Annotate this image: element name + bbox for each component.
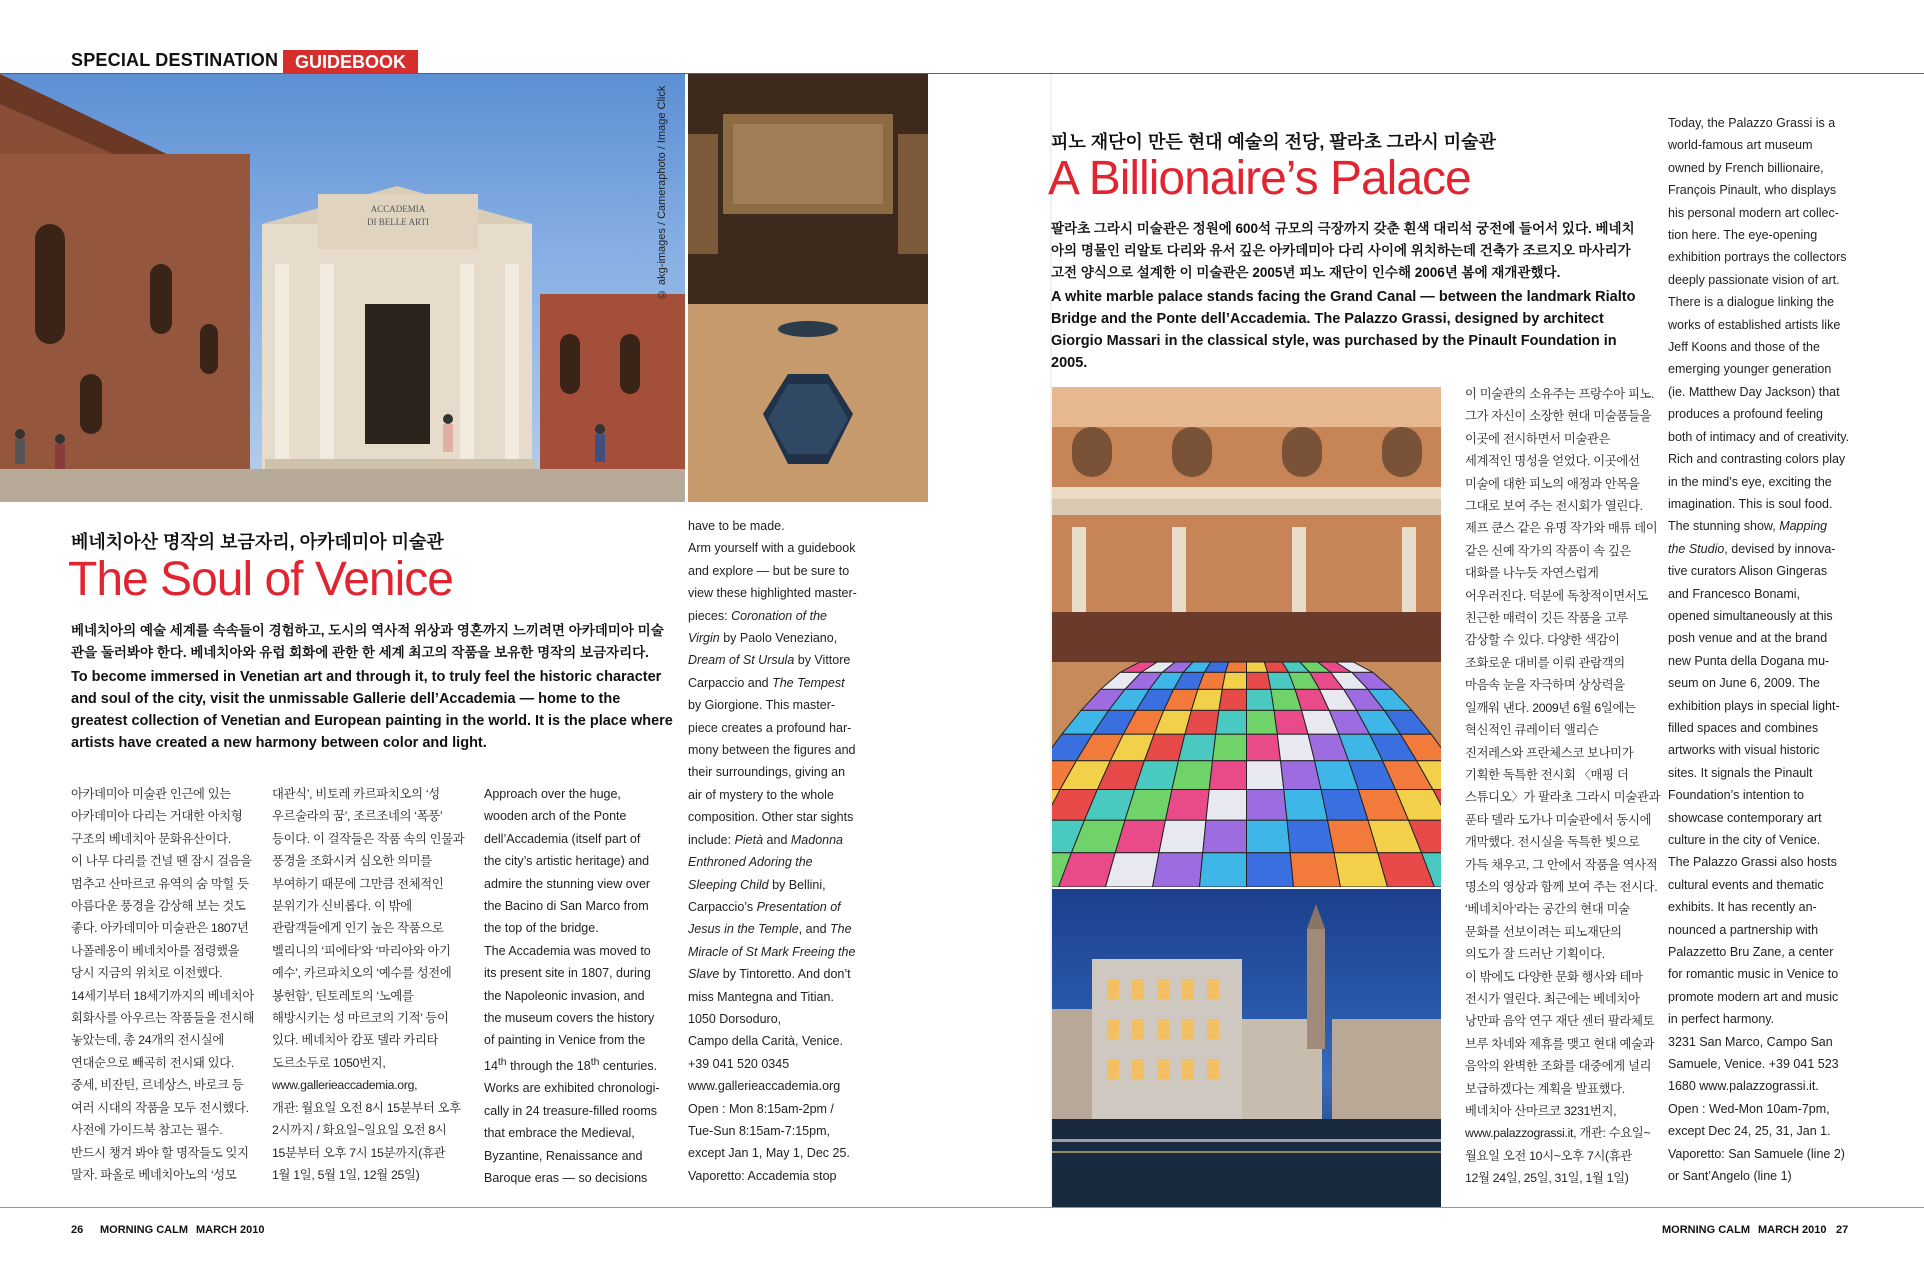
right-english-column	[1668, 112, 1898, 1188]
left-page-number: 26	[71, 1224, 84, 1236]
text-line: 회화사를 아우르는 작품들을 전시해	[71, 1011, 255, 1026]
text-line: 나폴레옹이 베네치아를 점령했을	[71, 943, 240, 958]
text-line: 12월 24일, 25일, 31일, 1월 1일)	[1465, 1171, 1629, 1186]
floor-tile	[1159, 820, 1206, 853]
column-text: Approach over the huge, wooden arch of the Ponte dell’Accademia (itself part of the city’s artistic heritage) and admire the stunning view over the Bacino di San Marco from the top of the bridge. The Accademia was moved to its present site in 1807, during the Napoleonic invasion, and the museum covers the history of painting in Venice from the 14th through the 18th centuries. Works are exhibited chronologi- cally in 24 treasure-filled rooms that embrace the Medieval, Byzantine, Renaissance and Baroque eras — so decisions	[484, 787, 660, 1186]
floor-tile	[1209, 761, 1246, 790]
text-line: 사전에 가이드북 참고는 필수.	[71, 1123, 223, 1138]
text-line: 반드시 챙겨 봐야 할 명작들도 잊지	[71, 1145, 249, 1160]
accademia-photo	[0, 74, 685, 502]
text-line: 등이다. 이 걸작들은 작품 속의 인물과	[272, 831, 465, 846]
text-line: 베네치아 산마르코 3231번지,	[1465, 1104, 1617, 1118]
text-line: 대화를 나누듯 자연스럽게	[1465, 566, 1599, 581]
floor-tile	[1247, 734, 1281, 761]
floor-tile	[1105, 853, 1158, 887]
right-korean-column	[1465, 383, 1661, 1190]
text-line: 말자. 파올로 베네치아노의 ‘성모	[71, 1167, 237, 1182]
floor-tile	[1222, 672, 1246, 689]
floor-tile	[1247, 853, 1294, 887]
text-line: 월요일 오전 10시~오후 7시(휴관	[1465, 1148, 1633, 1163]
text-line: 보급하겠다는 계획을 발표했다.	[1465, 1081, 1625, 1096]
text-line: 마음속 눈을 자극하며 상상력을	[1465, 678, 1625, 693]
text-line: 부여하기 때문에 그만큼 전체적인	[272, 876, 444, 891]
floor-tile	[1284, 790, 1328, 821]
floor-tile	[1203, 820, 1247, 853]
text-line: 미술에 대한 피노의 애정과 안목을	[1465, 476, 1640, 491]
text-line: 풍경을 조화시켜 심오한 의미를	[272, 854, 432, 869]
footer-rule	[0, 1207, 1924, 1208]
text-line: 1월 1일, 5월 1일, 12월 25일)	[272, 1167, 420, 1182]
floor-tile	[1152, 853, 1202, 887]
text-line: 해방시키는 성 마르코의 기적’ 등이	[272, 1011, 449, 1026]
palazzo-night-photo	[1052, 889, 1441, 1207]
floor-tile	[1247, 761, 1284, 790]
gallery-illustration	[688, 74, 928, 502]
floor-tile	[1247, 672, 1271, 689]
text-line: 감상할 수 있다. 다양한 색감이	[1465, 633, 1620, 648]
text-line: 세계적인 명성을 얻었다. 이곳에선	[1465, 454, 1640, 469]
text-line: 좋다. 아카데미아 미술관은 1807년	[71, 921, 249, 936]
left-intro-english: To become immersed in Venetian art and through it, to truly feel the historic character and soul of the city, visit the unmissable Gallerie dell’Accademia — home to the greatest collection of Venetian and European painting in the world. It is the place where artists have created a new harmony between color and light.	[71, 669, 673, 751]
floor-tile	[1290, 853, 1340, 887]
palazzo-illustration	[1052, 889, 1441, 1207]
text-line: 예수’, 카르파치오의 ‘예수를 성전에	[272, 966, 452, 981]
text-line: 기획한 독특한 전시회 〈매핑 더	[1465, 767, 1629, 782]
text-line: 아카데미아 다리는 거대한 아치형	[71, 809, 243, 824]
text-line: 진저레스와 프란체스코 보나미가	[1465, 745, 1634, 760]
right-magazine-name: MORNING CALM	[1662, 1224, 1750, 1236]
right-intro-english: A white marble palace stands facing the Grand Canal — between the landmark Rialto Bridge and the Ponte dell’Accademia. The Palazzo Grassi, designed by architect Giorgio Massari in the classical style, was purchased by the Pinault Foundation in 2005.	[1051, 289, 1636, 371]
text-line: 의도가 잘 드러난 기획이다.	[1465, 947, 1605, 962]
floor-grid	[1052, 662, 1441, 887]
text-line: 있다. 베네치아 캄포 델라 카리타	[272, 1033, 439, 1048]
text-line: 음악의 완벽한 조화를 대중에게 널리	[1465, 1059, 1652, 1074]
text-line: 개막했다. 전시실을 독특한 빛으로	[1465, 835, 1640, 850]
accademia-illustration	[0, 74, 685, 502]
left-intro-korean: 베네치아의 예술 세계를 속속들이 경험하고, 도시의 역사적 위상과 영혼까지 느끼려면 아카데미아 미술관을 둘러봐야 한다. 베네치아와 유럽 회화에 관한 한 세계 최고의 작품을 보유한 명작의 보금자리다.	[71, 623, 664, 660]
floor-tile	[1206, 790, 1247, 821]
text-line: 구조의 베네치아 문화유산이다.	[71, 831, 231, 846]
text-line: 가득 채우고, 그 안에서 작품을 역사적	[1465, 857, 1658, 872]
text-line: 이 미술관의 소유주는 프랑수아 피노.	[1465, 387, 1655, 401]
right-title: A Billionaire’s Palace	[1048, 152, 1471, 205]
text-line: 푼타 델라 도가나 미술관에서 동시에	[1465, 812, 1652, 827]
text-line: 관람객들에게 인기 높은 작품으로	[272, 921, 444, 936]
text-line: 봉헌함’, 틴토레토의 ‘노예를	[272, 988, 414, 1003]
left-korean-column-1	[71, 783, 255, 1186]
text-line: www.gallerieaccademia.org,	[272, 1078, 418, 1093]
text-line: 그가 자신이 소장한 현대 미술품들을	[1465, 409, 1652, 424]
text-line: 전시가 열린다. 최근에는 베네치아	[1465, 991, 1640, 1006]
right-page-number: 27	[1836, 1224, 1849, 1236]
text-line: 일깨워 낸다. 2009년 6월 6일에는	[1465, 700, 1636, 715]
text-line: 혁신적인 큐레이터 앨리슨	[1465, 723, 1599, 738]
text-line: 명소의 영상과 함께 보여 주는 전시다.	[1465, 879, 1658, 894]
floor-tile	[1247, 820, 1291, 853]
text-line: 멈추고 산마르코 유역의 숨 막힐 듯	[71, 876, 249, 891]
palazzo-courtyard-photo	[1052, 387, 1441, 887]
text-line: 아카데미아 미술관 인근에 있는	[71, 787, 231, 801]
text-line: 분위기가 신비롭다. 이 밖에	[272, 899, 412, 914]
text-line: 문화를 선보이려는 피노재단의	[1465, 924, 1622, 939]
left-english-column-1	[484, 783, 664, 1189]
floor-tile	[1172, 761, 1213, 790]
text-line: 놓았는데, 총 24개의 전시실에	[71, 1033, 224, 1048]
floor-tile	[1212, 734, 1246, 761]
floor-tile	[1199, 853, 1246, 887]
left-korean-subtitle: 베네치아산 명작의 보금자리, 아카데미아 미술관	[71, 532, 444, 552]
floor-tile	[1216, 710, 1247, 734]
floor-tile	[1219, 689, 1247, 710]
floor-tile	[1225, 662, 1246, 672]
text-line: 2시까지 / 화요일~일요일 오전 8시	[272, 1123, 447, 1138]
section-tag: GUIDEBOOK	[283, 50, 418, 74]
text-line: 여러 시대의 작품을 모두 전시했다.	[71, 1100, 249, 1115]
right-intro-korean: 팔라초 그라시 미술관은 정원에 600석 규모의 극장까지 갖춘 흰색 대리석 궁전에 들어서 있다. 베네치아의 명물인 리알토 다리와 유서 깊은 아카데미아 다리 사이에 위치하는데 건축가 조르지오 마사리가 고전 양식으로 설계한 이 미술관은 2005년 피노 재단이 인수해 2006년 봄에 재개관했다.	[1051, 221, 1635, 280]
floor-tile	[1165, 790, 1209, 821]
text-line: 도르소두로 1050번지,	[272, 1055, 386, 1070]
text-line: 이 나무 다리를 건널 땐 잠시 걸음을	[71, 854, 252, 869]
floor-tile	[1247, 689, 1275, 710]
left-english-column-2	[688, 515, 888, 1187]
text-line: 친근한 매력이 깃든 작품을 고루	[1465, 611, 1628, 626]
courtyard-illustration	[1052, 387, 1441, 887]
left-magazine-name: MORNING CALM	[100, 1224, 188, 1236]
accademia-sign-line1: ACCADEMIA	[370, 204, 426, 214]
text-line: 이곳에 전시하면서 미술관은	[1465, 431, 1611, 446]
text-line: 15분부터 오후 7시 15분까지(휴관	[272, 1145, 446, 1160]
floor-tile	[1185, 710, 1219, 734]
text-line: 이 밖에도 다양한 문화 행사와 테마	[1465, 969, 1643, 984]
section-title: SPECIAL DESTINATION	[71, 50, 279, 70]
text-line: 낭만파 음악 연구 재단 센터 팔라체토	[1465, 1014, 1655, 1029]
left-korean-column-2	[272, 783, 467, 1186]
text-line: ‘베네치아’라는 공간의 현대 미술	[1465, 902, 1630, 917]
text-line: 어우러진다. 덕분에 독창적이면서도	[1465, 588, 1649, 603]
text-line: 당시 지금의 위치로 이전했다.	[71, 966, 223, 981]
text-line: 조화로운 대비를 이뤄 관람객의	[1465, 655, 1625, 670]
text-line: 제프 쿤스 같은 유명 작가와 매튜 데이	[1465, 521, 1658, 536]
column-text: Today, the Palazzo Grassi is a world-famous art museum owned by French billionaire, François Pinault, who displays his personal modern art collec- tion here. The eye-opening exhibition portrays the collectors deeply passionate vision of art. There is a dialogue linking the works of established artists like Jeff Koons and those of the emerging younger generation (ie. Matthew Day Jackson) that produces a profound feeling both of intimacy and of creativity. Rich and contrasting colors play in the mind’s eye, exciting the imagination. This is soul food. The stunning show, Mapping the Studio, devised by innova- tive curators Alison Gingeras and Francesco Bonami, opened simultaneously at this posh venue and at the brand new Punta della Dogana mu- seum on June 6, 2009. The exhibition plays in special light- filled spaces and combines artworks with visual historic sites. It signals the Pinault Foundation’s intention to showcase contemporary art culture in the city of Venice. The Palazzo Grassi also hosts cultural events and thematic exhibits. It has recently an- nounced a partnership with Palazzetto Bru Zane, a center for romantic music in Venice to promote modern art and music in perfect harmony. 3231 San Marco, Campo San Samuele, Venice. +39 041 523 1680 www.palazzograssi.it. Open : Wed-Mon 10am-7pm, except Dec 24, 25, 31, Jan 1. Vaporetto: San Samuele (line 2) or Sant’Angelo (line 1)	[1668, 116, 1850, 1184]
gallery-interior-photo	[688, 74, 928, 502]
text-line: 그대로 보여 주는 전시회가 열린다.	[1465, 499, 1643, 514]
floor-tile	[1178, 734, 1215, 761]
text-line: 중세, 비잔틴, 르네상스, 바로크 등	[71, 1078, 244, 1093]
floor-tile	[1287, 820, 1334, 853]
text-line: 14세기부터 18세기까지의 베네치아	[71, 988, 254, 1003]
text-line: 브루 차네와 제휴를 맺고 현대 예술과	[1465, 1036, 1655, 1051]
text-line: 아름다운 풍경을 감상해 보는 것도	[71, 899, 246, 914]
floor-tile	[1247, 790, 1288, 821]
right-issue-date: MARCH 2010	[1758, 1224, 1827, 1236]
text-line: 연대순으로 빼곡히 전시돼 있다.	[71, 1055, 234, 1070]
left-title: The Soul of Venice	[68, 553, 453, 606]
left-issue-date: MARCH 2010	[196, 1224, 265, 1236]
floor-tile	[1281, 761, 1322, 790]
right-korean-subtitle: 피노 재단이 만든 현대 예술의 전당, 팔라초 그라시 미술관	[1051, 132, 1496, 152]
text-line: 스튜디오〉가 팔라초 그라시 미술관과	[1465, 790, 1661, 805]
text-line: 벨리니의 ‘피에타’와 ‘마리아와 아기	[272, 943, 451, 958]
text-line: 대관식’, 비토레 카르파치오의 ‘성	[272, 787, 440, 801]
text-line: 개관: 월요일 오전 8시 15분부터 오후	[272, 1100, 461, 1115]
column-text: have to be made. Arm yourself with a guidebook and explore — but be sure to view these highlighted master- pieces: Coronation of the Virgin by Paolo Veneziano, Dream of St Ursula by Vittore Carpaccio and The Tempest by Giorgione. This master- piece creates a profound har- mony between the figures and their surroundings, giving an air of mystery to the whole composition. Other star sights include: Pietà and Madonna Enthroned Adoring the Sleeping Child by Bellini, Carpaccio’s Presentation of Jesus in the Temple, and The Miracle of St Mark Freeing the Slave by Tintoretto. And don’t miss Mantegna and Titian. 1050 Dorsoduro, Campo della Carità, Venice. +39 041 520 0345 www.gallerieaccademia.org Open : Mon 8:15am-2pm / Tue-Sun 8:15am-7:15pm, except Jan 1, May 1, Dec 25. Vaporetto: Accademia stop	[688, 519, 857, 1183]
text-line: 우르술라의 꿈’, 조르조네의 ‘폭풍’	[272, 809, 443, 824]
floor-tile	[1247, 710, 1278, 734]
text-line: www.palazzograssi.it, 개관: 수요일~	[1465, 1126, 1651, 1141]
photo-credit: © akg-images / Cameraphoto / Image Click	[656, 85, 668, 300]
text-line: 같은 신예 작가의 작품이 속 깊은	[1465, 543, 1632, 558]
accademia-sign-line2: DI BELLE ARTI	[367, 217, 429, 227]
